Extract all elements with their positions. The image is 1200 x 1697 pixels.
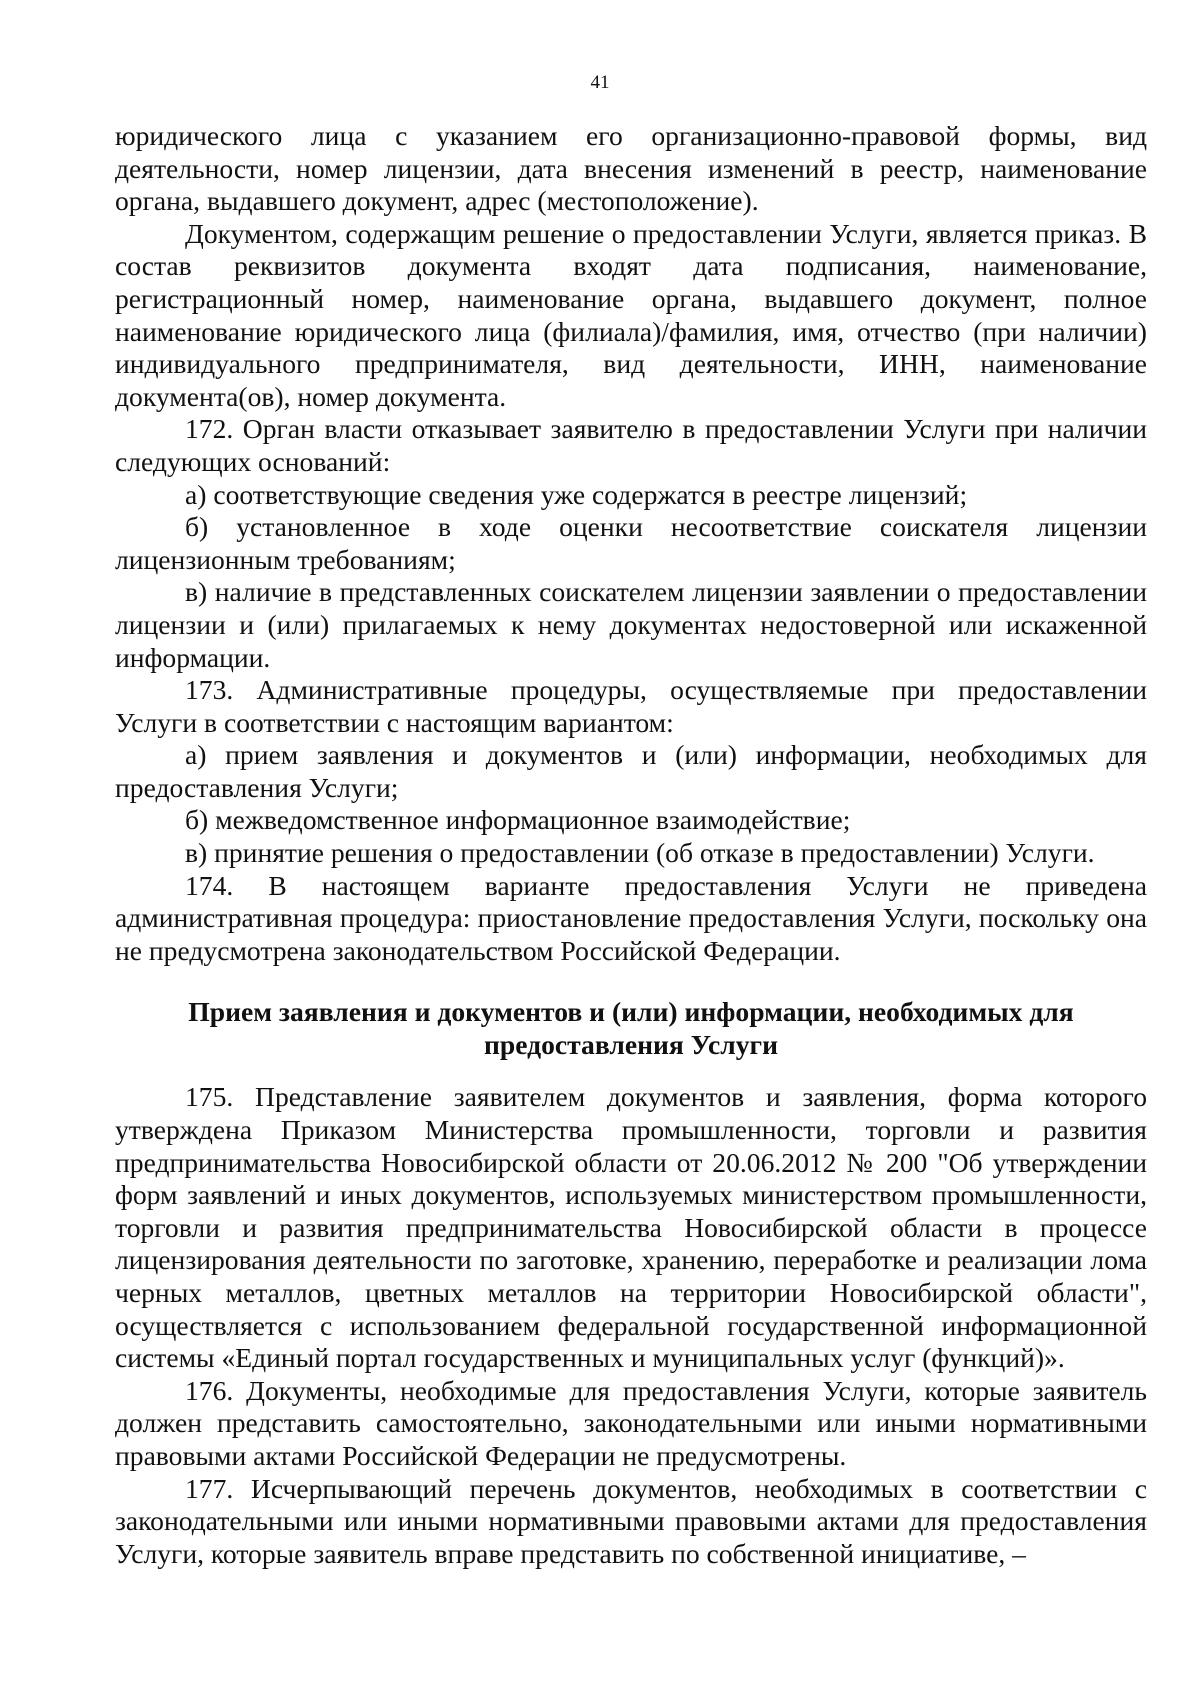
list-item-173-c: в) принятие решения о предоставлении (об отказе в предоставлении) Услуги. — [185, 837, 1095, 869]
paragraph-continuation: юридического лица с указанием его организационно-правовой формы, вид деятельности, номер лицензии, дата внесения изменений в реестр, наименование органа, выдавшего документ, адрес (местоположение). — [115, 120, 1147, 217]
list-item-172-a: а) соответствующие сведения уже содержатся в реестре лицензий; — [185, 478, 968, 510]
paragraph-173: 173. Административные процедуры, осуществляемые при предоставлении Услуги в соответствии с настоящим вариантом: — [115, 674, 1147, 738]
paragraph-decision-document: Документом, содержащим решение о предоставлении Услуги, является приказ. В состав реквизитов документа входят дата подписания, наименование, регистрационный номер, наименование органа, выдавшего документ, полное наименование юридического лица (филиала)/фамилия, имя, отчество (при наличии) индивидуального предпринимателя, вид деятельности, ИНН, наименование документа(ов), номер документа. — [115, 217, 1147, 412]
list-item-172-c: в) наличие в представленных соискателем лицензии заявлении о предоставлении лицензии и (или) прилагаемых к нему документах недостоверной или искаженной информации. — [115, 576, 1147, 673]
list-item-173-a: а) прием заявления и документов и (или) информации, необходимых для предоставления Услуги; — [115, 739, 1147, 803]
paragraph-176: 176. Документы, необходимые для предоставления Услуги, которые заявитель должен представить самостоятельно, законодательными или иными нормативными правовыми актами Российской Федерации не предусмотрены. — [115, 1374, 1147, 1471]
list-item-172-b: б) установленное в ходе оценки несоответствие соискателя лицензии лицензионным требованиям; — [115, 511, 1147, 575]
page-content — [115, 120, 1147, 1570]
paragraph-175: 175. Представление заявителем документов и заявления, форма которого утверждена Приказом Министерства промышленности, торговли и развития предпринимательства Новосибирской области от 20.06.2012 № 200 "Об утверждении форм заявлений и иных документов, используемых министерством промышленности, торговли и развития предпринимательства Новосибирской области в процессе лицензирования деятельности по заготовке, хранению, переработке и реализации лома черных металлов, цветных металлов на территории Новосибирской области", осуществляется с использованием федеральной государственной информационной системы «Единый портал государственных и муниципальных услуг (функций)». — [115, 1081, 1147, 1374]
list-item-173-b: б) межведомственное информационное взаимодействие; — [185, 804, 851, 836]
page-number: 41 — [590, 72, 610, 93]
paragraph-177: 177. Исчерпывающий перечень документов, необходимых в соответствии с законодательными или иными нормативными правовыми актами для предоставления Услуги, которые заявитель вправе представить по собственной инициативе, – — [115, 1472, 1147, 1569]
paragraph-172: 172. Орган власти отказывает заявителю в предоставлении Услуги при наличии следующих оснований: — [115, 413, 1147, 477]
paragraph-174: 174. В настоящем варианте предоставления Услуги не приведена административная процедура: приостановление предоставления Услуги, поскольку она не предусмотрена законодательством Российской Федерации. — [115, 869, 1147, 966]
section-heading: Прием заявления и документов и (или) информации, необходимых для предоставления Услуги — [188, 996, 1074, 1061]
